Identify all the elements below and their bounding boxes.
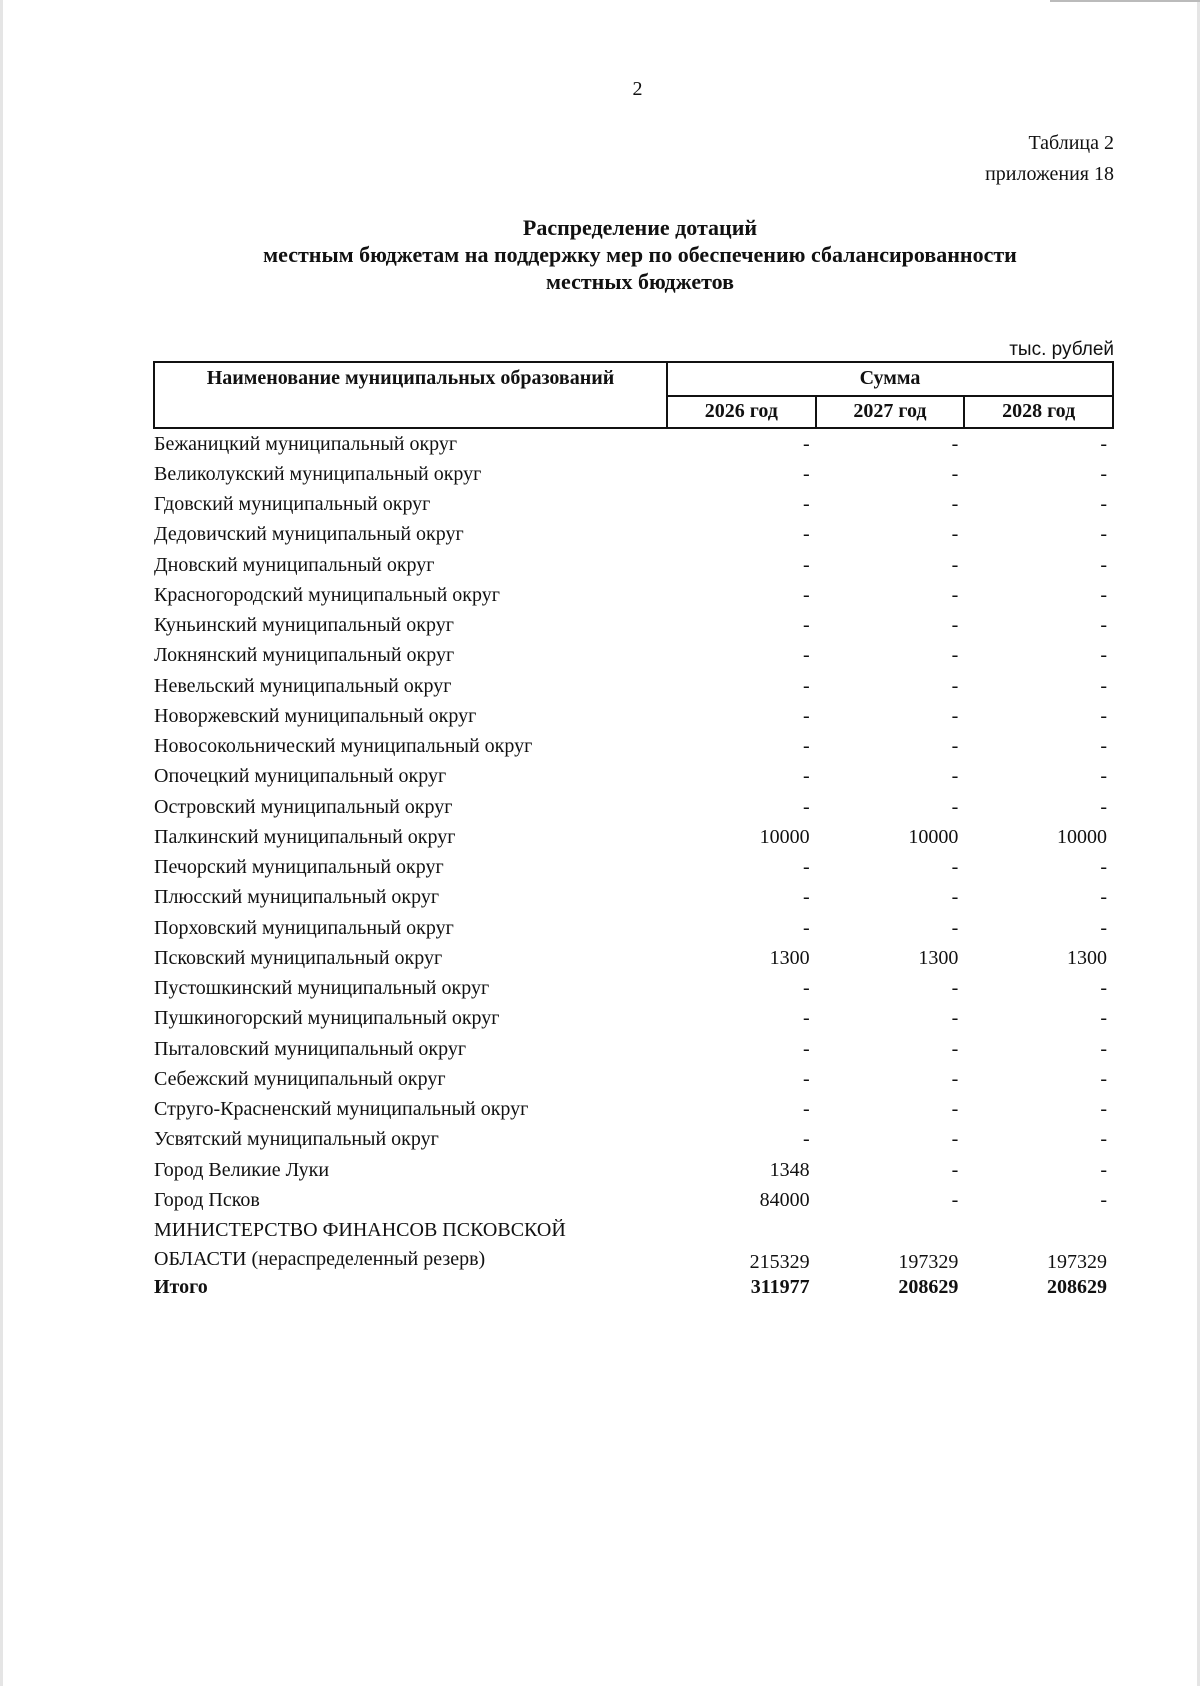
row-value: - xyxy=(951,674,959,697)
row-name: Город Псков xyxy=(154,1188,260,1211)
row-value: - xyxy=(802,1067,810,1090)
table-row xyxy=(154,1095,1113,1125)
table-row xyxy=(154,732,1113,762)
row-value: - xyxy=(802,886,810,909)
distribution-table xyxy=(153,361,1114,1304)
row-name: Пушкиногорский муниципальный округ xyxy=(154,1007,500,1030)
row-value: - xyxy=(1100,977,1107,1000)
row-value: - xyxy=(951,493,959,516)
row-value: - xyxy=(802,462,810,485)
row-value: - xyxy=(802,432,810,455)
row-value: 215329 xyxy=(749,1250,810,1273)
table-row xyxy=(154,1155,1113,1185)
table-reference xyxy=(985,128,1114,190)
row-value: 10000 xyxy=(908,825,959,848)
row-value: - xyxy=(1100,462,1107,485)
row-value: 84000 xyxy=(759,1188,810,1211)
table-row xyxy=(154,701,1113,731)
row-value: - xyxy=(802,614,810,637)
row-value: - xyxy=(1100,1188,1107,1211)
header-year-2026: 2026 год xyxy=(667,396,816,428)
table-row xyxy=(154,520,1113,550)
row-value: - xyxy=(951,583,959,606)
row-value: - xyxy=(951,1128,959,1151)
row-value: - xyxy=(1100,493,1107,516)
row-value: 10000 xyxy=(759,825,810,848)
ministry-line2: ОБЛАСТИ (нераспределенный резерв) xyxy=(154,1247,486,1270)
table-row-total xyxy=(154,1276,1113,1304)
row-value: 197329 xyxy=(1047,1250,1107,1273)
row-name: Дновский муниципальный округ xyxy=(154,553,435,576)
row-value: - xyxy=(1100,886,1107,909)
row-name: Опочецкий муниципальный округ xyxy=(154,765,447,788)
row-name: Дедовичский муниципальный округ xyxy=(154,523,464,546)
row-value: - xyxy=(951,1158,959,1181)
row-value: - xyxy=(802,644,810,667)
row-name: Новоржевский муниципальный округ xyxy=(154,704,477,727)
table-row xyxy=(154,1004,1113,1034)
table-row xyxy=(154,550,1113,580)
row-name: Пустошкинский муниципальный округ xyxy=(154,977,490,1000)
row-value: - xyxy=(951,432,959,455)
row-value: - xyxy=(1100,765,1107,788)
title-line1: Распределение дотаций xyxy=(522,215,758,240)
row-name: Гдовский муниципальный округ xyxy=(154,493,431,516)
title-line2: местным бюджетам на поддержку мер по обеспечению сбалансированности xyxy=(263,242,1017,267)
row-value: - xyxy=(802,735,810,758)
row-value: - xyxy=(951,916,959,939)
row-name: Струго-Красненский муниципальный округ xyxy=(154,1098,529,1121)
table-reference-line1: Таблица 2 xyxy=(1028,132,1114,154)
row-value: - xyxy=(951,735,959,758)
header-year-2028: 2028 год xyxy=(964,396,1113,428)
row-name: Печорский муниципальный округ xyxy=(154,856,444,879)
row-value: - xyxy=(951,856,959,879)
table-row xyxy=(154,853,1113,883)
header-year-2027: 2027 год xyxy=(816,396,965,428)
row-name: Бежаницкий муниципальный округ xyxy=(154,432,458,455)
table-row xyxy=(154,671,1113,701)
ministry-line1: МИНИСТЕРСТВО ФИНАНСОВ ПСКОВСКОЙ xyxy=(154,1218,566,1241)
row-value: - xyxy=(951,553,959,576)
table-row xyxy=(154,580,1113,610)
row-value: - xyxy=(1100,1037,1107,1060)
row-value: - xyxy=(1100,553,1107,576)
header-sum: Сумма xyxy=(667,362,1113,396)
table-row xyxy=(154,913,1113,943)
row-name: Красногородский муниципальный округ xyxy=(154,583,500,606)
row-value: - xyxy=(951,795,959,818)
row-name: Куньинский муниципальный округ xyxy=(154,614,454,637)
header-name: Наименование муниципальных образований xyxy=(154,362,667,428)
row-name: Невельский муниципальный округ xyxy=(154,674,452,697)
row-name xyxy=(154,1216,667,1276)
row-value: - xyxy=(951,886,959,909)
row-name: Себежский муниципальный округ xyxy=(154,1067,446,1090)
total-value: 311977 xyxy=(750,1275,810,1298)
row-value: - xyxy=(802,553,810,576)
row-value: - xyxy=(1100,795,1107,818)
row-name: Город Великие Луки xyxy=(154,1158,330,1181)
table-row-ministry xyxy=(154,1216,1113,1276)
table-row xyxy=(154,1185,1113,1215)
row-value: - xyxy=(802,1098,810,1121)
document-title xyxy=(150,214,1130,295)
row-value: - xyxy=(1100,432,1107,455)
table-row xyxy=(154,943,1113,973)
scan-edge-left xyxy=(0,0,3,1686)
row-name: Великолукский муниципальный округ xyxy=(154,462,482,485)
row-value: 1348 xyxy=(769,1158,810,1181)
row-value: 1300 xyxy=(918,946,959,969)
row-value: 1300 xyxy=(1067,946,1107,969)
row-name: Пыталовский муниципальный округ xyxy=(154,1037,467,1060)
row-value: - xyxy=(802,856,810,879)
table-row xyxy=(154,974,1113,1004)
scan-edge-top xyxy=(1050,0,1200,2)
row-value: - xyxy=(951,462,959,485)
total-value: 208629 xyxy=(1047,1275,1107,1298)
row-value: - xyxy=(951,1037,959,1060)
row-name: Плюсский муниципальный округ xyxy=(154,886,440,909)
row-value: - xyxy=(951,977,959,1000)
row-value: - xyxy=(802,523,810,546)
row-value: - xyxy=(1100,735,1107,758)
row-value: - xyxy=(802,916,810,939)
table-reference-line2: приложения 18 xyxy=(985,163,1114,185)
row-value: - xyxy=(951,1098,959,1121)
row-value: - xyxy=(1100,1128,1107,1151)
table-row xyxy=(154,1064,1113,1094)
page-number: 2 xyxy=(632,78,643,100)
row-name: Усвятский муниципальный округ xyxy=(154,1128,439,1151)
row-value: - xyxy=(951,644,959,667)
row-value: - xyxy=(1100,704,1107,727)
row-value: 10000 xyxy=(1057,825,1107,848)
table-row xyxy=(154,883,1113,913)
row-value: - xyxy=(1100,856,1107,879)
row-value: - xyxy=(951,765,959,788)
row-value: - xyxy=(802,765,810,788)
row-value: 197329 xyxy=(898,1250,959,1273)
row-value: - xyxy=(802,1007,810,1030)
row-name: Палкинский муниципальный округ xyxy=(154,825,456,848)
row-value: - xyxy=(802,583,810,606)
table-row xyxy=(154,762,1113,792)
row-value: - xyxy=(802,1037,810,1060)
table-row xyxy=(154,459,1113,489)
units-label: тыс. рублей xyxy=(1009,339,1114,360)
row-value: - xyxy=(1100,1007,1107,1030)
row-value: - xyxy=(951,614,959,637)
row-value: 1300 xyxy=(769,946,810,969)
row-value: - xyxy=(951,1067,959,1090)
row-value: - xyxy=(1100,674,1107,697)
table-row xyxy=(154,611,1113,641)
row-name: Порховский муниципальный округ xyxy=(154,916,454,939)
row-name: Псковский муниципальный округ xyxy=(154,946,443,969)
table-row xyxy=(154,641,1113,671)
row-value: - xyxy=(802,1128,810,1151)
table-row xyxy=(154,1125,1113,1155)
row-value: - xyxy=(951,704,959,727)
row-name: Локнянский муниципальный округ xyxy=(154,644,455,667)
row-value: - xyxy=(802,674,810,697)
row-value: - xyxy=(1100,523,1107,546)
row-value: - xyxy=(802,977,810,1000)
title-line3: местных бюджетов xyxy=(546,269,734,294)
table-row xyxy=(154,792,1113,822)
row-name: Островский муниципальный округ xyxy=(154,795,453,818)
row-value: - xyxy=(802,704,810,727)
row-value: - xyxy=(951,1007,959,1030)
total-label: Итого xyxy=(154,1275,208,1298)
table-row xyxy=(154,428,1113,459)
row-value: - xyxy=(951,1188,959,1211)
row-name: Новосокольнический муниципальный округ xyxy=(154,735,533,758)
row-value: - xyxy=(1100,614,1107,637)
row-value: - xyxy=(1100,1158,1107,1181)
total-value: 208629 xyxy=(898,1275,959,1298)
table-row xyxy=(154,490,1113,520)
row-value: - xyxy=(1100,916,1107,939)
row-value: - xyxy=(802,493,810,516)
row-value: - xyxy=(1100,1098,1107,1121)
table-body xyxy=(154,428,1113,1304)
row-value: - xyxy=(951,523,959,546)
row-value: - xyxy=(1100,644,1107,667)
table-row xyxy=(154,1034,1113,1064)
row-value: - xyxy=(1100,1067,1107,1090)
row-value: - xyxy=(1100,583,1107,606)
row-value: - xyxy=(802,795,810,818)
table-row xyxy=(154,822,1113,852)
